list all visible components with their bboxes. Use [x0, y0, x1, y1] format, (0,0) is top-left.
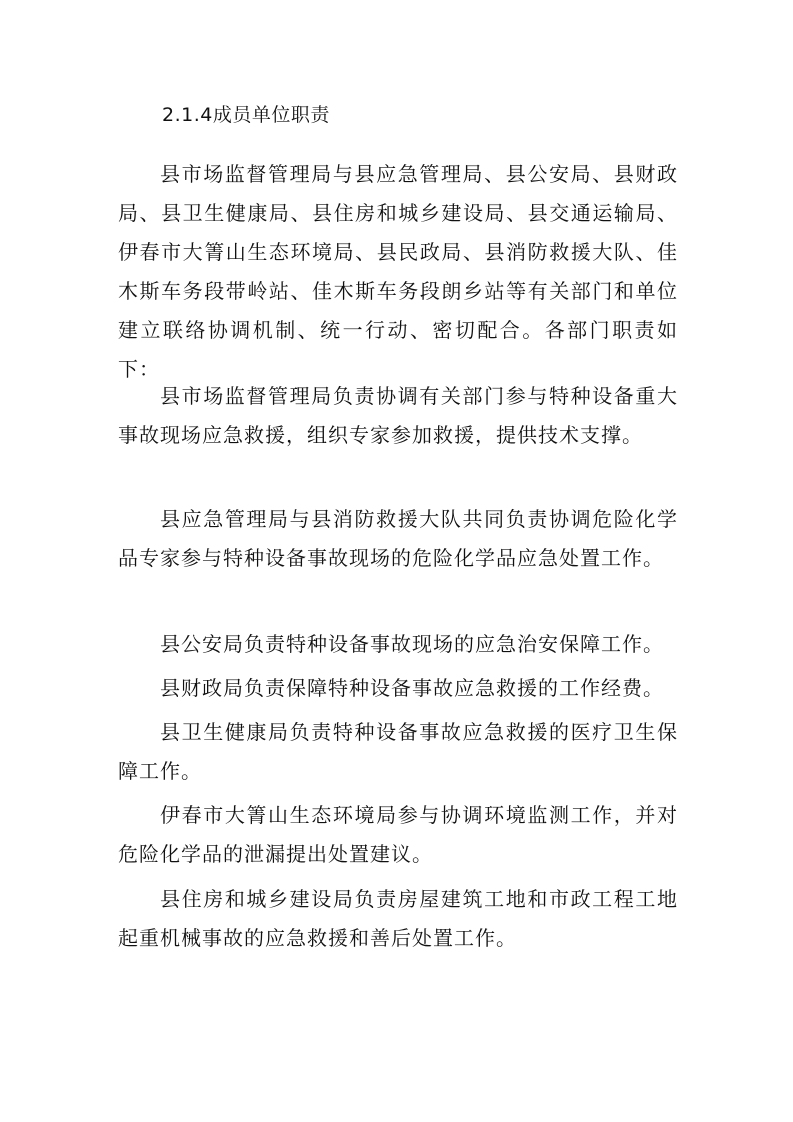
paragraph-finance-duties: 县财政局负责保障特种设备事故应急救援的工作经费。 [160, 676, 664, 700]
paragraph-ecology-environment-duties: 伊春市大箐山生态环境局参与协调环境监测工作，并对危险化学品的泄漏提出处置建议。 [118, 803, 678, 866]
paragraph-public-security-duties: 县公安局负责特种设备事故现场的应急治安保障工作。 [160, 632, 664, 656]
paragraph-health-duties: 县卫生健康局负责特种设备事故应急救援的医疗卫生保障工作。 [118, 720, 678, 783]
paragraph-market-supervision-duties: 县市场监督管理局负责协调有关部门参与特种设备重大事故现场应急救援，组织专家参加救援，提供技术支撑。 [118, 384, 678, 447]
section-heading: 2.1.4成员单位职责 [162, 104, 330, 126]
paragraph-emergency-management-duties: 县应急管理局与县消防救援大队共同负责协调危险化学品专家参与特种设备事故现场的危险化学品应急处置工作。 [118, 507, 678, 570]
paragraph-coordination-mechanism: 县市场监督管理局与县应急管理局、县公安局、县财政局、县卫生健康局、县住房和城乡建设局、县交通运输局、伊春市大箐山生态环境局、县民政局、县消防救援大队、佳木斯车务段带岭站、佳木斯车务段朗乡站等有关部门和单位建立联络协调机制、统一行动、密切配合。各部门职责如下： [118, 162, 678, 381]
paragraph-housing-construction-duties: 县住房和城乡建设局负责房屋建筑工地和市政工程工地起重机械事故的应急救援和善后处置工作。 [118, 887, 678, 950]
